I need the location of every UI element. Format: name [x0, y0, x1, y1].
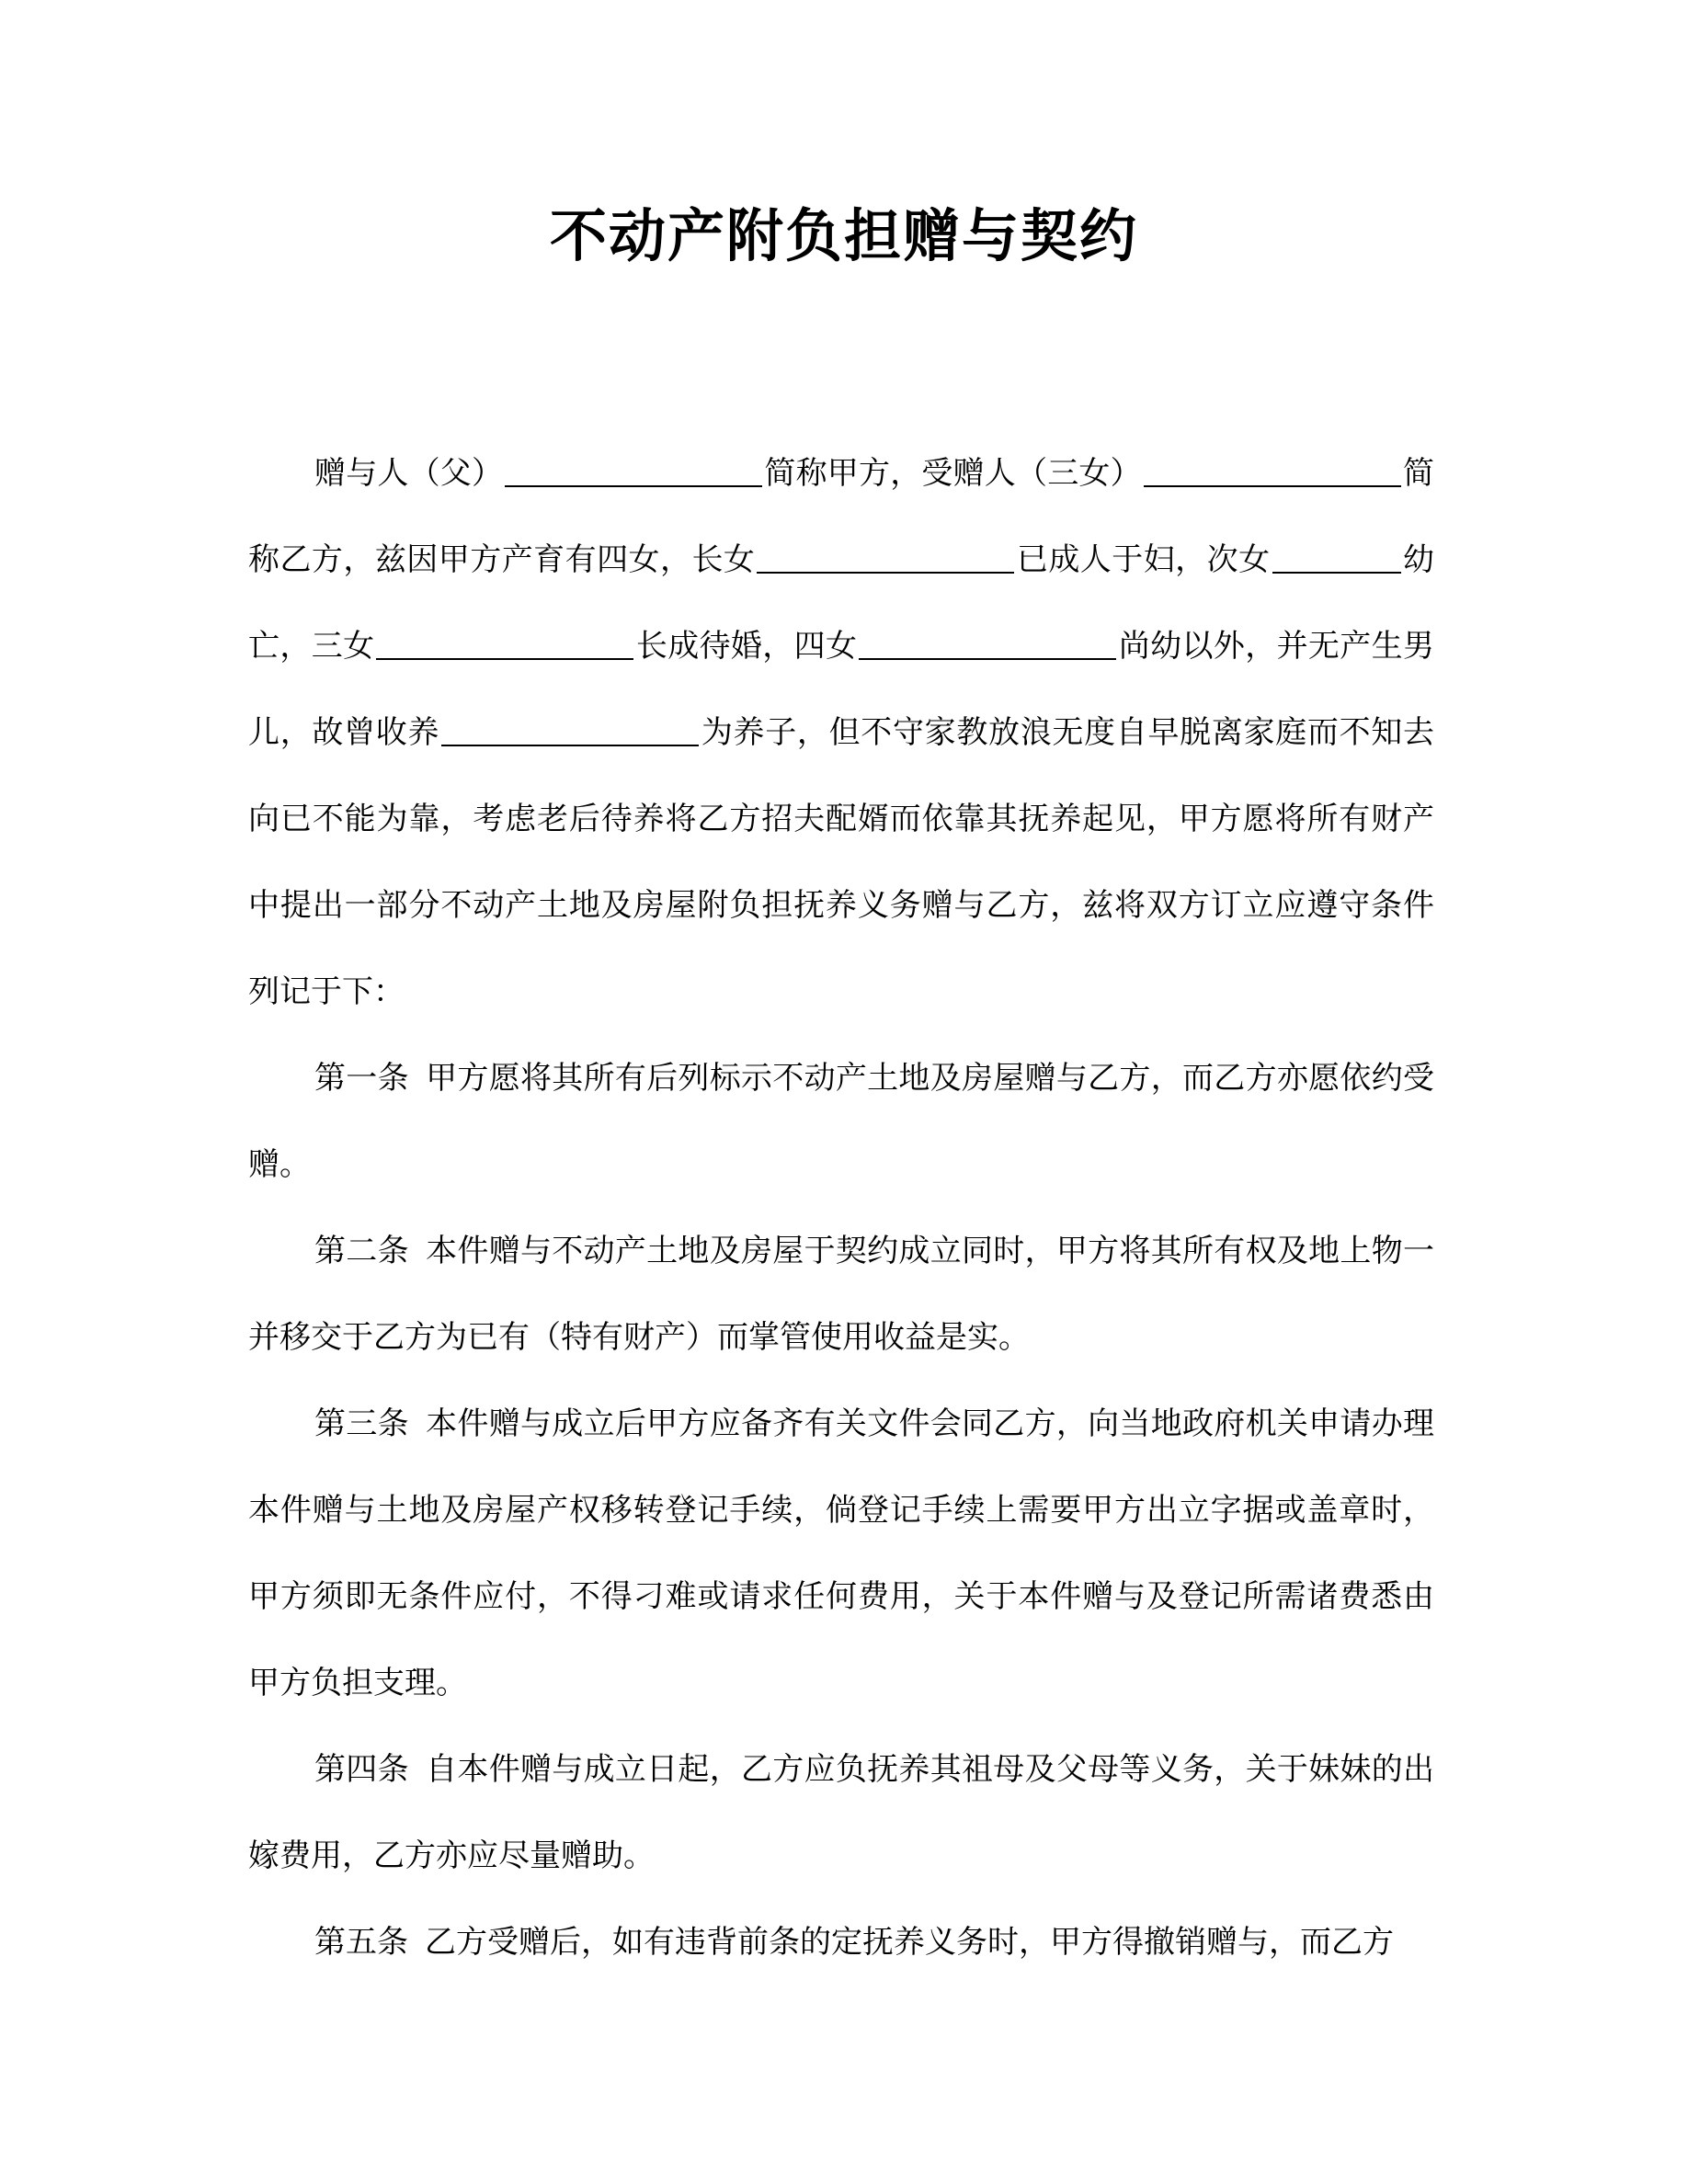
article-5-label: 第五条: [314, 1924, 408, 1961]
intro-text-6: 长成待婚，四女: [635, 628, 858, 665]
donee-name-blank: [1144, 454, 1401, 487]
article-3-label: 第三条: [314, 1405, 409, 1442]
article-5: [248, 1899, 1434, 1985]
intro-text-4: 已成人于妇，次女: [1016, 541, 1271, 578]
article-3-text: 本件赠与成立后甲方应备齐有关文件会同乙方，向当地政府机关申请办理本件赠与土地及房屋产权移转登记手续，倘登记手续上需要甲方出立字据或盖章时，甲方须即无条件应付，不得刁难或请求任何费用，关于本件赠与及登记所需诸费悉由甲方负担支理。: [248, 1405, 1434, 1701]
intro-text-7: 尚幼以外，并无产生男儿，故曾收养: [248, 628, 1435, 751]
article-2-text: 本件赠与不动产土地及房屋于契约成立同时，甲方将其所有权及地上物一并移交于乙方为已有（特有财产）而掌管使用收益是实。: [248, 1233, 1434, 1356]
eldest-daughter-blank: [757, 540, 1014, 574]
intro-text-1: 赠与人（父）: [314, 455, 504, 492]
article-1-label: 第一条: [314, 1060, 409, 1097]
intro-text-8: 为养子，但不守家教放浪无度自早脱离家庭而不知去向已不能为靠，考虑老后待养将乙方招夫配婿而依靠其抚养起见，甲方愿将所有财产中提出一部分不动产土地及房屋附负担抚养义务赠与乙方，兹将双方订立应遵守条件列记于下：: [248, 714, 1435, 1010]
article-1-text: 甲方愿将其所有后列标示不动产土地及房屋赠与乙方，而乙方亦愿依约受赠。: [248, 1060, 1434, 1183]
document-body: [248, 430, 1434, 1985]
third-daughter-blank: [376, 627, 633, 660]
article-4: [248, 1726, 1434, 1899]
second-daughter-blank: [1272, 540, 1401, 574]
intro-paragraph: [248, 430, 1434, 1035]
article-3: [248, 1381, 1434, 1726]
article-4-label: 第四条: [314, 1751, 409, 1788]
document-title: 不动产附负担赠与契约: [549, 202, 1138, 269]
intro-text-2: 简称甲方，受赠人（三女）: [764, 455, 1142, 492]
article-5-text: 乙方受赠后，如有违背前条的定抚养义务时，甲方得撤销赠与，而乙方: [425, 1924, 1394, 1961]
intro-text-3: 简称乙方，兹因甲方产育有四女，长女: [248, 455, 1435, 578]
intro-text-5: 幼亡，三女: [248, 541, 1435, 665]
article-2: [248, 1208, 1434, 1381]
article-4-text: 自本件赠与成立日起，乙方应负抚养其祖母及父母等义务，关于妹妹的出嫁费用，乙方亦应尽量赠助。: [248, 1751, 1434, 1874]
donor-name-blank: [505, 454, 762, 487]
article-2-label: 第二条: [314, 1233, 409, 1269]
fourth-daughter-blank: [859, 627, 1116, 660]
adopted-son-blank: [441, 713, 699, 746]
article-1: [248, 1035, 1434, 1208]
